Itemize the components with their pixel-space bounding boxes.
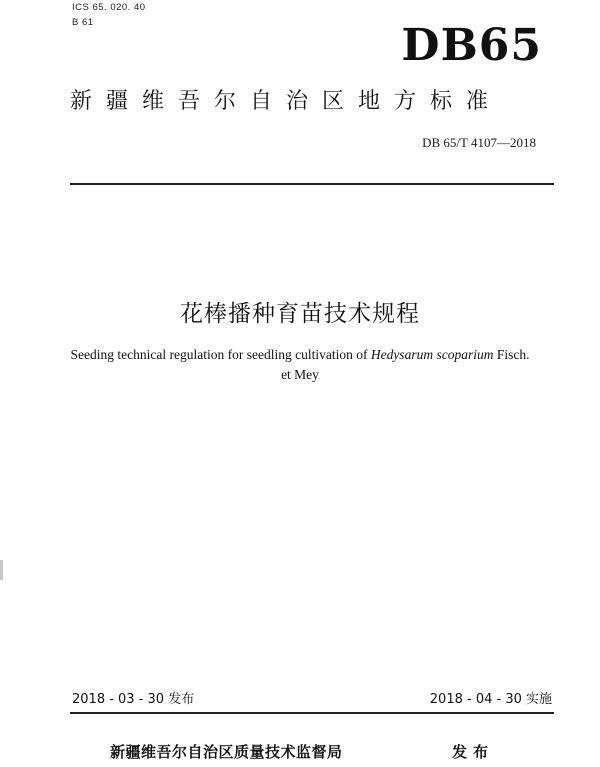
implementation-date: 2018 - 04 - 30 实施 xyxy=(429,692,552,707)
scan-artifact xyxy=(0,560,3,580)
ccs-code: B 61 xyxy=(72,17,94,28)
title-en-prefix: Seeding technical regulation for seedling cultivation of xyxy=(70,347,371,362)
standard-code-logo: DB65 xyxy=(401,20,542,71)
publisher-name: 新疆维吾尔自治区质量技术监督局 xyxy=(110,743,343,761)
bottom-divider xyxy=(70,712,554,714)
publish-label: 发布 xyxy=(452,743,495,761)
issuer-title: 新疆维吾尔自治区地方标准 xyxy=(70,89,503,114)
standard-number: DB 65/T 4107—2018 xyxy=(422,135,536,150)
document-title-cn: 花棒播种育苗技术规程 xyxy=(180,301,420,327)
title-en-suffix: Fisch. xyxy=(493,347,530,362)
ics-code: ICS 65. 020. 40 xyxy=(72,2,146,13)
title-en-species: Hedysarum scoparium xyxy=(370,347,494,362)
issue-date: 2018 - 03 - 30 发布 xyxy=(72,692,195,707)
document-title-en xyxy=(50,345,550,385)
title-en-line2: et Mey xyxy=(281,367,319,382)
top-divider xyxy=(70,183,554,185)
